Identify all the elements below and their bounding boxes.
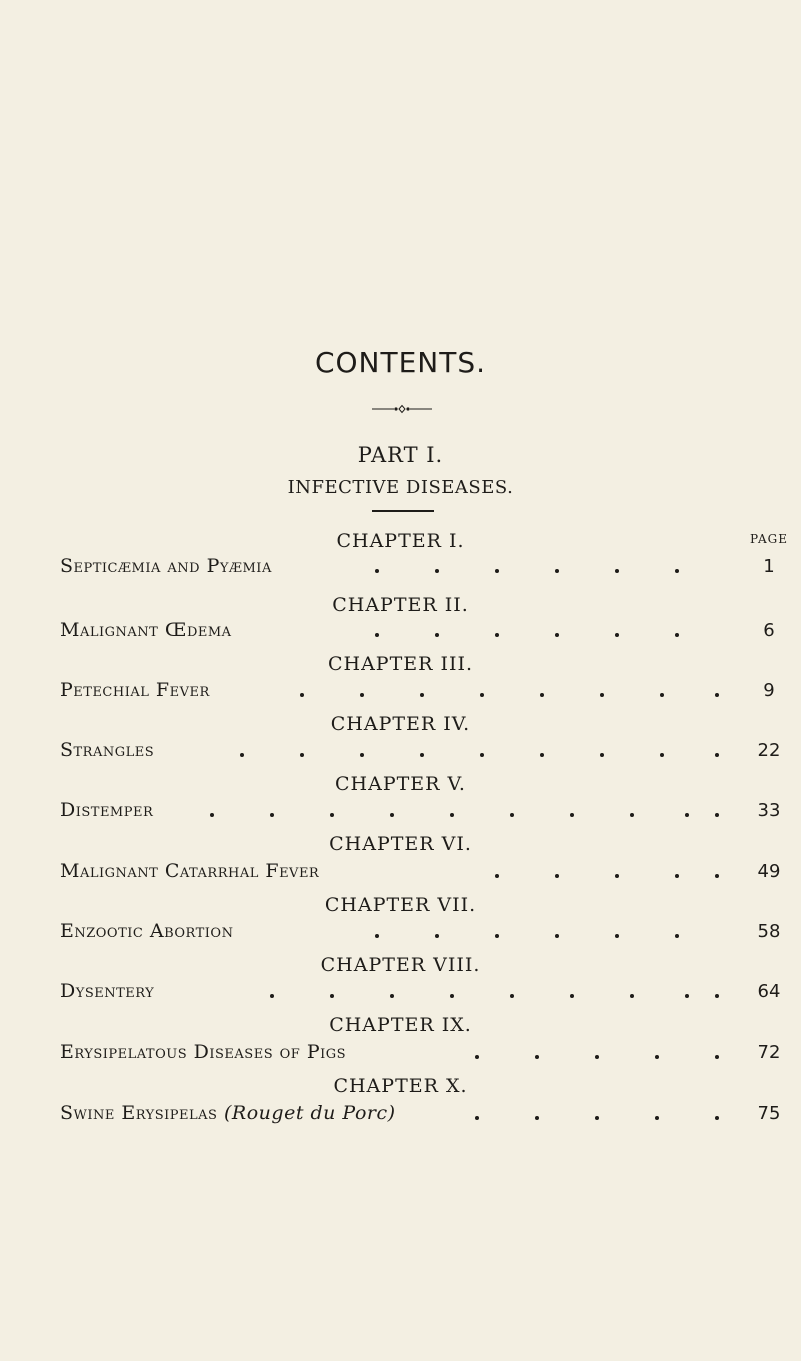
dot-leader (340, 681, 720, 705)
dot-leader (340, 741, 720, 765)
dot-leader (340, 557, 720, 581)
chapter-heading: CHAPTER IV. (330, 713, 471, 735)
page-number: 75 (757, 1103, 781, 1124)
chapter-title: Enzootic Abortion (60, 920, 234, 942)
chapter-heading: CHAPTER VI. (329, 833, 472, 855)
chapter-title-italic: (Rouget du Porc) (224, 1102, 396, 1124)
page-number: 6 (763, 620, 775, 641)
chapter-heading: CHAPTER I. (336, 530, 465, 552)
chapter-title: Malignant Œdema (60, 619, 232, 641)
dot-leader (340, 1104, 720, 1128)
dot-leader (340, 862, 720, 886)
chapter-title: Erysipelatous Diseases of Pigs (60, 1041, 347, 1063)
page-number: 64 (757, 981, 781, 1002)
part-heading: PART I. (357, 443, 444, 467)
chapter-heading: CHAPTER VII. (324, 894, 477, 916)
page-number: 72 (757, 1042, 781, 1063)
page-title: CONTENTS. (314, 346, 487, 379)
dot-leader (340, 982, 720, 1006)
chapter-heading: CHAPTER II. (332, 594, 469, 616)
chapter-title: Strangles (60, 739, 155, 761)
chapter-title: Petechial Fever (60, 679, 210, 701)
chapter-heading: CHAPTER III. (327, 653, 474, 675)
page-number: 33 (757, 800, 781, 821)
chapter-title: Swine Erysipelas (Rouget du Porc) (60, 1102, 396, 1124)
page-number: 9 (763, 680, 775, 701)
page-number: 58 (757, 921, 781, 942)
page-column-label: PAGE (750, 532, 788, 546)
divider-rule (372, 510, 434, 512)
chapter-title: Malignant Catarrhal Fever (60, 860, 320, 882)
chapter-heading: CHAPTER IX. (329, 1014, 472, 1036)
dot-leader (340, 922, 720, 946)
page-number: 1 (763, 556, 775, 577)
dot-leader (340, 1043, 720, 1067)
page-number: 22 (757, 740, 781, 761)
chapter-heading: CHAPTER VIII. (320, 954, 481, 976)
dot-leader (340, 621, 720, 645)
chapter-heading: CHAPTER X. (333, 1075, 468, 1097)
page-number: 49 (757, 861, 781, 882)
dot-leader (340, 801, 720, 825)
part-subtitle: INFECTIVE DISEASES. (287, 477, 514, 498)
chapter-title: Distemper (60, 799, 154, 821)
chapter-title: Septicæmia and Pyæmia (60, 555, 272, 577)
ornament-divider-icon (372, 404, 432, 414)
chapter-title: Dysentery (60, 980, 155, 1002)
chapter-heading: CHAPTER V. (335, 773, 466, 795)
